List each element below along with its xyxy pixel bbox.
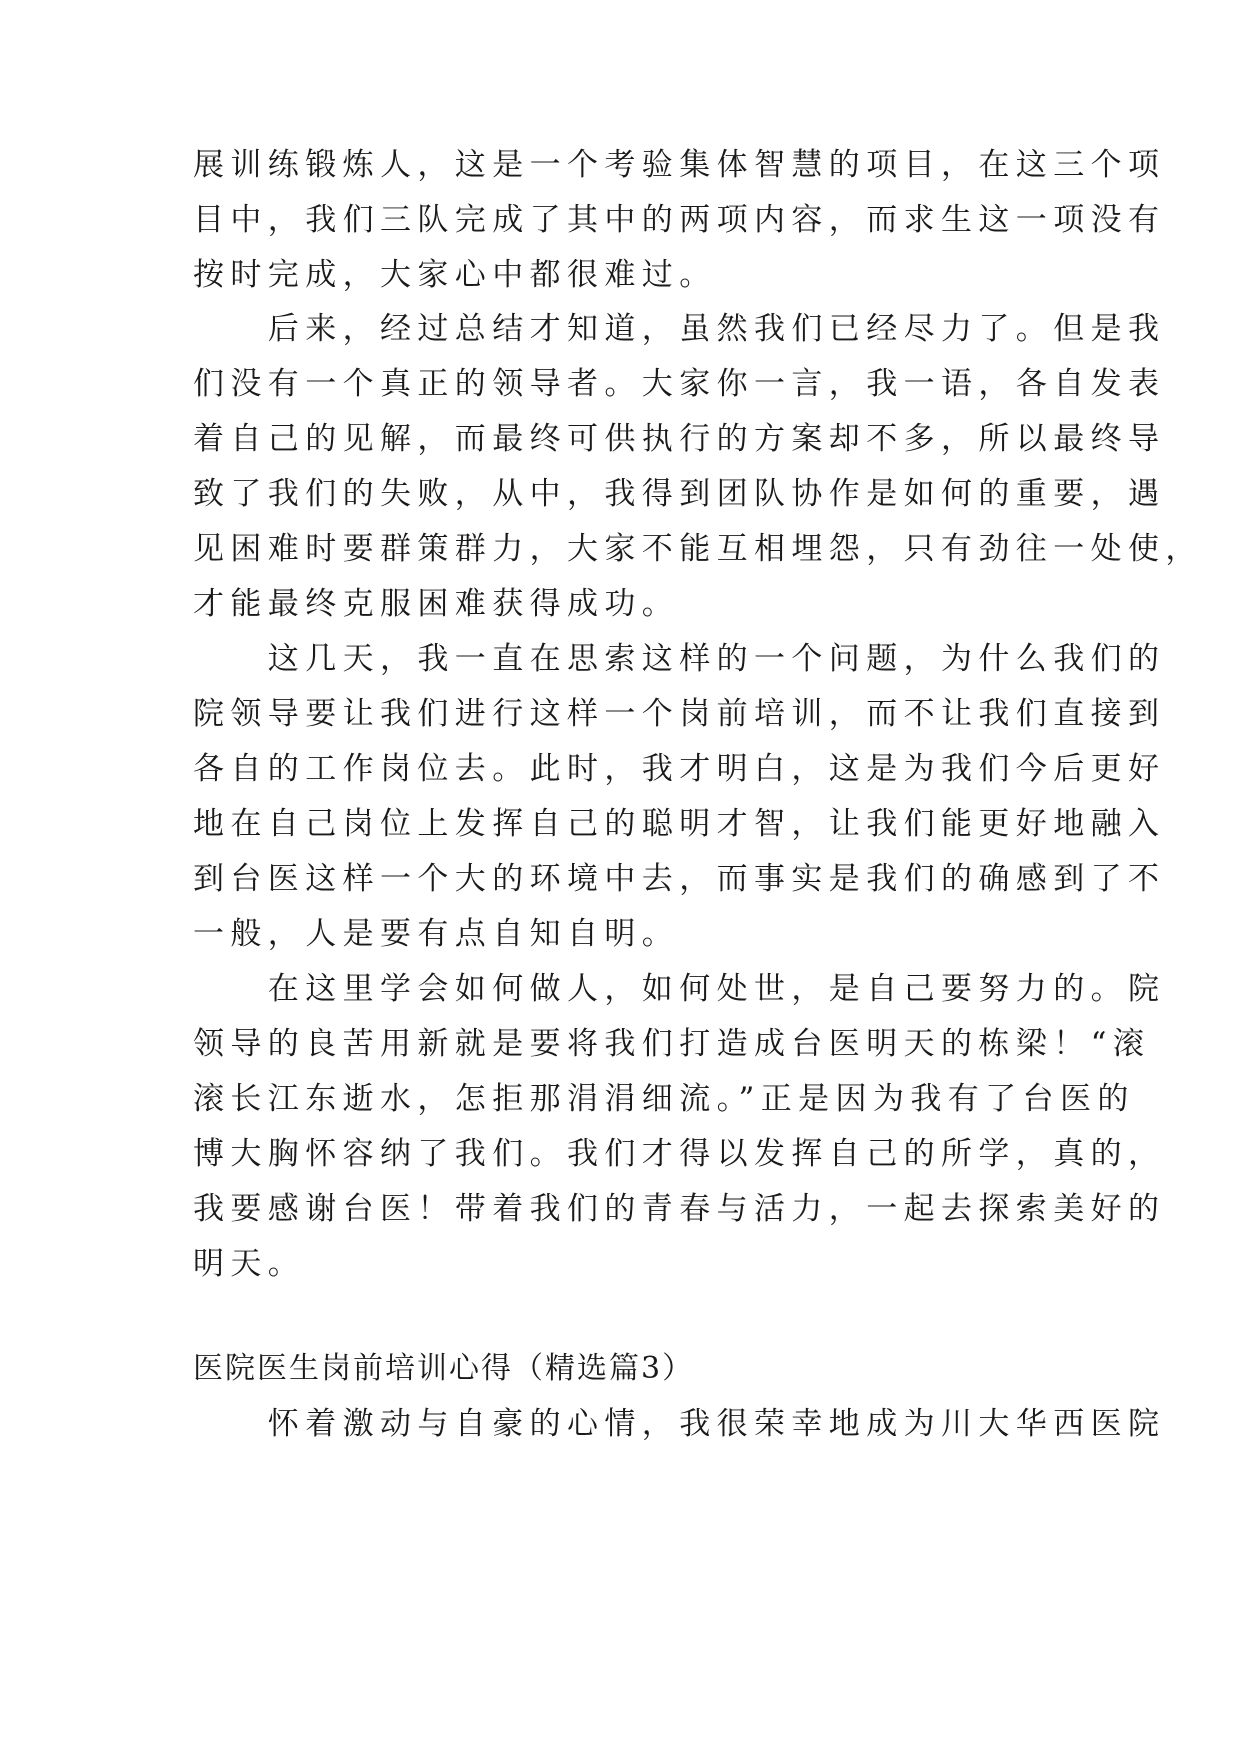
text-line: 在这里学会如何做人，如何处世，是自己要努力的。院 bbox=[193, 971, 1166, 1007]
section-heading: 医院医生岗前培训心得（精选篇3） bbox=[193, 1351, 695, 1386]
text-line: 目中，我们三队完成了其中的两项内容，而求生这一项没有 bbox=[193, 202, 1166, 238]
text-line: 展训练锻炼人，这是一个考验集体智慧的项目，在这三个项 bbox=[193, 147, 1166, 183]
text-line: 滚长江东逝水，怎拒那涓涓细流。”正是因为我有了台医的 bbox=[193, 1081, 1135, 1117]
text-line: 各自的工作岗位去。此时，我才明白，这是为我们今后更好 bbox=[193, 751, 1166, 787]
text-line: 按时完成，大家心中都很难过。 bbox=[193, 257, 717, 293]
text-line: 才能最终克服困难获得成功。 bbox=[193, 586, 680, 622]
text-line: 致了我们的失败，从中，我得到团队协作是如何的重要，遇 bbox=[193, 476, 1166, 512]
text-line: 院领导要让我们进行这样一个岗前培训，而不让我们直接到 bbox=[193, 696, 1166, 732]
text-line: 见困难时要群策群力，大家不能互相埋怨，只有劲往一处使， bbox=[193, 531, 1203, 567]
text-line: 领导的良苦用新就是要将我们打造成台医明天的栋梁！“滚 bbox=[193, 1026, 1151, 1062]
text-line: 着自己的见解，而最终可供执行的方案却不多，所以最终导 bbox=[193, 421, 1166, 457]
text-line: 后来，经过总结才知道，虽然我们已经尽力了。但是我 bbox=[193, 311, 1166, 347]
text-line: 我要感谢台医！带着我们的青春与活力，一起去探索美好的 bbox=[193, 1191, 1166, 1227]
text-line: 怀着激动与自豪的心情，我很荣幸地成为川大华西医院 bbox=[193, 1406, 1166, 1442]
text-line: 到台医这样一个大的环境中去，而事实是我们的确感到了不 bbox=[193, 861, 1166, 897]
text-line: 这几天，我一直在思索这样的一个问题，为什么我们的 bbox=[193, 641, 1166, 677]
text-line: 们没有一个真正的领导者。大家你一言，我一语，各自发表 bbox=[193, 366, 1166, 402]
text-line: 明天。 bbox=[193, 1246, 306, 1282]
text-line: 地在自己岗位上发挥自己的聪明才智，让我们能更好地融入 bbox=[193, 806, 1166, 842]
text-line: 一般，人是要有点自知自明。 bbox=[193, 916, 680, 952]
text-line: 博大胸怀容纳了我们。我们才得以发挥自己的所学，真的， bbox=[193, 1136, 1166, 1172]
